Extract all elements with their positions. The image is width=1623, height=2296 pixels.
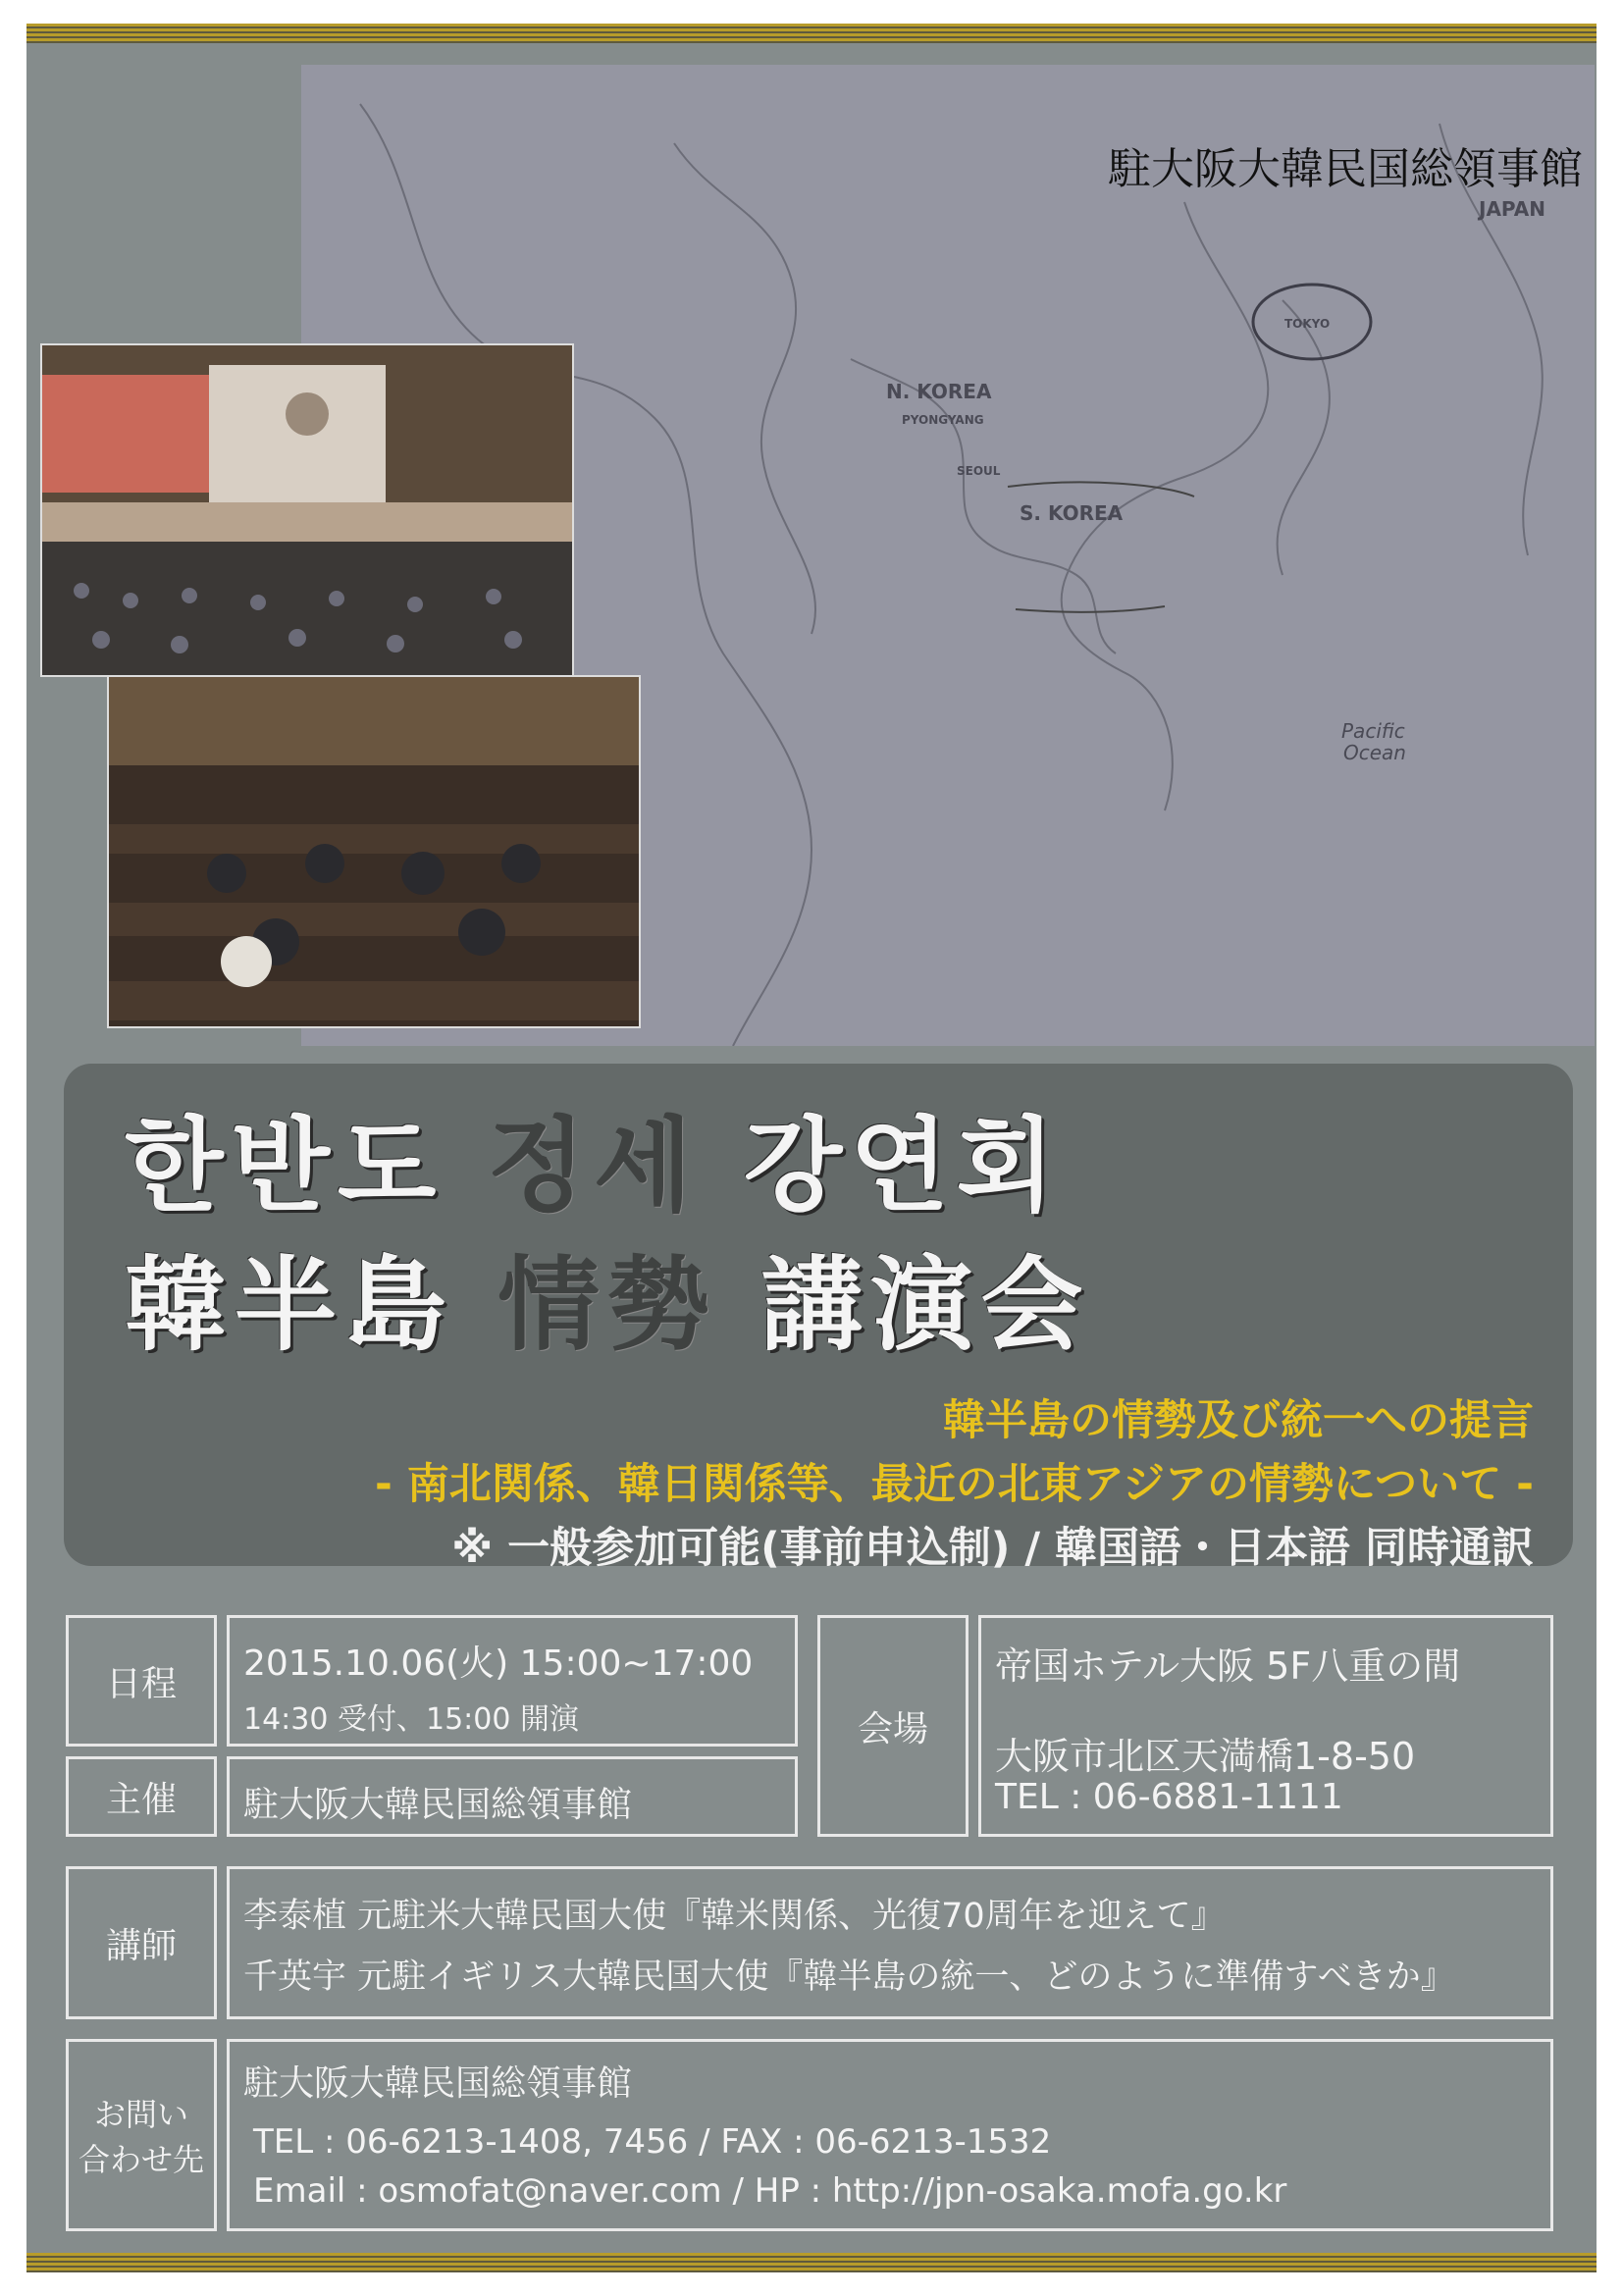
title-japanese: 韓半島 情勢 講演会	[125, 1245, 1091, 1365]
speaker-1: 李泰植 元駐米大韓民国大使『韓米関係、光復70周年を迎えて』	[243, 1897, 1226, 1936]
bottom-stripe	[26, 2253, 1597, 2272]
venue-name: 帝国ホテル大阪 5F八重の間	[995, 1644, 1461, 1688]
map-label-pyongyang: PYONGYANG	[902, 413, 984, 427]
contact-label-line2: 合わせ先	[78, 2141, 204, 2178]
event-date: 2015.10.06(火) 15:00~17:00	[243, 1644, 754, 1684]
date-label: 日程	[105, 1663, 177, 1704]
venue-phone: TEL : 06-6881-1111	[995, 1777, 1343, 1817]
venue-address: 大阪市北区天満橋1-8-50	[995, 1735, 1416, 1778]
contact-phone-fax: TEL : 06-6213-1408, 7456 / FAX : 06-6213-1532	[253, 2122, 1052, 2162]
host-value-cell	[227, 1756, 798, 1837]
title-box	[64, 1064, 1573, 1573]
title-korean: 한반도 정세 강연회	[125, 1106, 1064, 1226]
date-value-cell	[227, 1615, 798, 1747]
lecture-hall-photo	[40, 343, 574, 677]
date-label-cell	[66, 1615, 217, 1747]
venue-label-cell	[817, 1615, 969, 1837]
map-label-pacific: Pacific	[1341, 719, 1405, 743]
contact-email-web: Email : osmofat@naver.com / HP : http://jpn-osaka.mofa.go.kr	[253, 2171, 1287, 2211]
map-label-north-korea: N. KOREA	[886, 380, 992, 403]
top-stripe	[26, 24, 1597, 43]
poster	[26, 24, 1597, 2272]
consulate-header: 駐大阪大韓民国総領事館	[1108, 144, 1583, 194]
map-label-south-korea: S. KOREA	[1020, 501, 1124, 525]
contact-value-cell	[227, 2039, 1553, 2231]
subtitle-topic: 韓半島の情勢及び統一への提言	[943, 1396, 1534, 1445]
contact-org: 駐大阪大韓民国総領事館	[243, 2063, 633, 2104]
map-label-tokyo: TOKYO	[1284, 317, 1331, 331]
speaker-value-cell	[227, 1866, 1553, 2019]
speaker-2: 千英宇 元駐イギリス大韓民国大使『韓半島の統一、どのように準備すべきか』	[243, 1957, 1455, 1997]
venue-value-cell	[978, 1615, 1553, 1837]
speaker-label: 講師	[105, 1925, 177, 1966]
contact-label-line1: お問い	[93, 2096, 188, 2133]
host-label: 主催	[105, 1779, 177, 1820]
map-label-japan: JAPAN	[1479, 197, 1545, 221]
host-label-cell	[66, 1756, 217, 1837]
contact-label-cell	[66, 2039, 217, 2231]
venue-label: 会場	[857, 1708, 928, 1749]
map-label-ocean: Ocean	[1343, 741, 1406, 764]
subtitle-detail: - 南北関係、韓日関係等、最近の北東アジアの情勢について -	[374, 1460, 1534, 1509]
host-value: 駐大阪大韓民国総領事館	[243, 1785, 633, 1825]
event-time-note: 14:30 受付、15:00 開演	[243, 1702, 579, 1737]
audience-photo	[107, 675, 641, 1028]
speaker-label-cell	[66, 1866, 217, 2019]
map-label-seoul: SEOUL	[957, 464, 1001, 478]
subtitle-participation: ※ 一般参加可能(事前申込制) / 韓国語・日本語 同時通訳	[451, 1524, 1534, 1573]
